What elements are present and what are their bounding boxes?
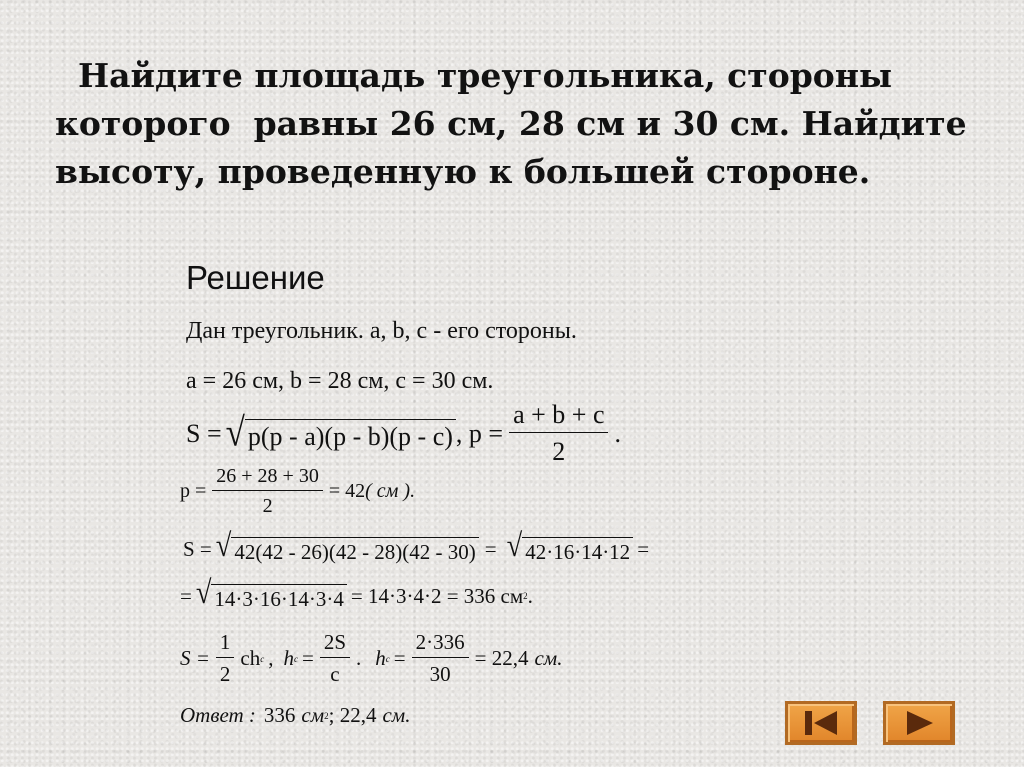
area-calculation-2 — [180, 575, 533, 612]
h-hc2: h — [375, 646, 386, 670]
sqrt-sign: √ — [215, 528, 232, 564]
s2-sqrt — [195, 575, 347, 612]
h-eq: = — [302, 646, 314, 670]
s-left: S = — [183, 536, 212, 561]
pcalc-unit: ( см ). — [365, 480, 416, 502]
h-hc2-sub: c — [385, 653, 390, 664]
c-denominator: c — [330, 662, 340, 686]
h-s: S = — [180, 646, 210, 670]
answer-rest: ; 22,4 — [328, 703, 377, 727]
sqrt-sign: √ — [225, 409, 245, 455]
sqrt-sign: √ — [506, 528, 523, 564]
height-calculation — [180, 630, 562, 687]
h-dot: . — [356, 646, 362, 670]
solution-title: Решение — [186, 259, 325, 296]
p-calculation — [180, 465, 415, 518]
semi-perimeter-fraction — [509, 400, 608, 467]
h-eq2: = — [393, 646, 406, 670]
h-unit: см. — [534, 646, 563, 670]
pcalc-numerator: 26 + 28 + 30 — [212, 465, 323, 491]
s2-left: = — [180, 583, 192, 608]
pcalc-fraction — [212, 465, 323, 518]
heron-formula — [186, 400, 621, 467]
next-slide-button[interactable] — [883, 701, 955, 745]
skip-back-icon — [799, 708, 843, 738]
two-s-numerator: 2S — [320, 630, 350, 658]
answer-unit-2: см. — [382, 703, 411, 727]
h-ch: ch — [240, 646, 261, 670]
h-result: = 22,4 — [474, 646, 529, 670]
pcalc-left: p = — [180, 480, 207, 502]
answer-superscript: 2 — [324, 710, 329, 721]
s2-superscript: 2 — [523, 591, 528, 601]
height-denominator: 30 — [429, 662, 451, 686]
given-line: Дан треугольник. a, b, c - его стороны. — [186, 318, 577, 344]
half-numerator: 1 — [216, 630, 235, 658]
half-fraction — [216, 630, 235, 687]
half-denominator: 2 — [219, 662, 231, 686]
task-line-2: которого равны 26 см, 28 см и 30 см. Найдите — [55, 104, 967, 143]
s-sqrt-2 — [506, 528, 634, 565]
answer-label: Ответ : — [180, 703, 256, 727]
s-end: = — [637, 536, 650, 561]
answer-line — [180, 703, 410, 728]
two-s-over-c-fraction — [320, 630, 350, 687]
heron-left: S = — [186, 418, 222, 448]
prev-slide-button[interactable] — [785, 701, 857, 745]
sqrt-sign: √ — [195, 575, 212, 611]
height-value-fraction — [412, 630, 469, 687]
task-text — [55, 52, 967, 196]
s2-end: . — [527, 583, 533, 608]
s2-right: = 14·3·4·2 = 336 см — [350, 583, 524, 608]
play-right-icon — [897, 708, 941, 738]
h-comma: , — [268, 646, 274, 670]
heron-mid: , p = — [455, 418, 504, 448]
h-hc: h — [283, 646, 294, 670]
task-line-1: Найдите площадь треугольника, стороны — [55, 56, 893, 95]
s-sqrt-1 — [215, 528, 479, 565]
heron-sqrt — [225, 409, 456, 455]
pcalc-right: = 42 — [328, 480, 366, 502]
answer-unit: см — [301, 703, 325, 727]
s-radicand-2: 42·16·14·12 — [522, 537, 633, 565]
h-ch-sub: c — [260, 653, 265, 664]
task-line-3: высоту, проведенную к большей стороне. — [55, 152, 871, 191]
s-radicand-1: 42(42 - 26)(42 - 28)(42 - 30) — [231, 537, 478, 565]
p-denominator: 2 — [552, 437, 566, 466]
s2-radicand: 14·3·16·14·3·4 — [211, 584, 346, 612]
sides-line: a = 26 см, b = 28 см, c = 30 см. — [186, 368, 494, 394]
h-hc-sub: c — [294, 653, 298, 664]
height-numerator: 2·336 — [412, 630, 469, 658]
s-eq: = — [484, 536, 497, 561]
p-numerator: a + b + c — [509, 400, 608, 433]
area-calculation-1 — [183, 528, 650, 565]
heron-radicand: p(p - a)(p - b)(p - c) — [245, 419, 456, 452]
heron-end: . — [614, 418, 621, 448]
answer-value: 336 — [263, 703, 296, 727]
pcalc-denominator: 2 — [262, 495, 273, 517]
